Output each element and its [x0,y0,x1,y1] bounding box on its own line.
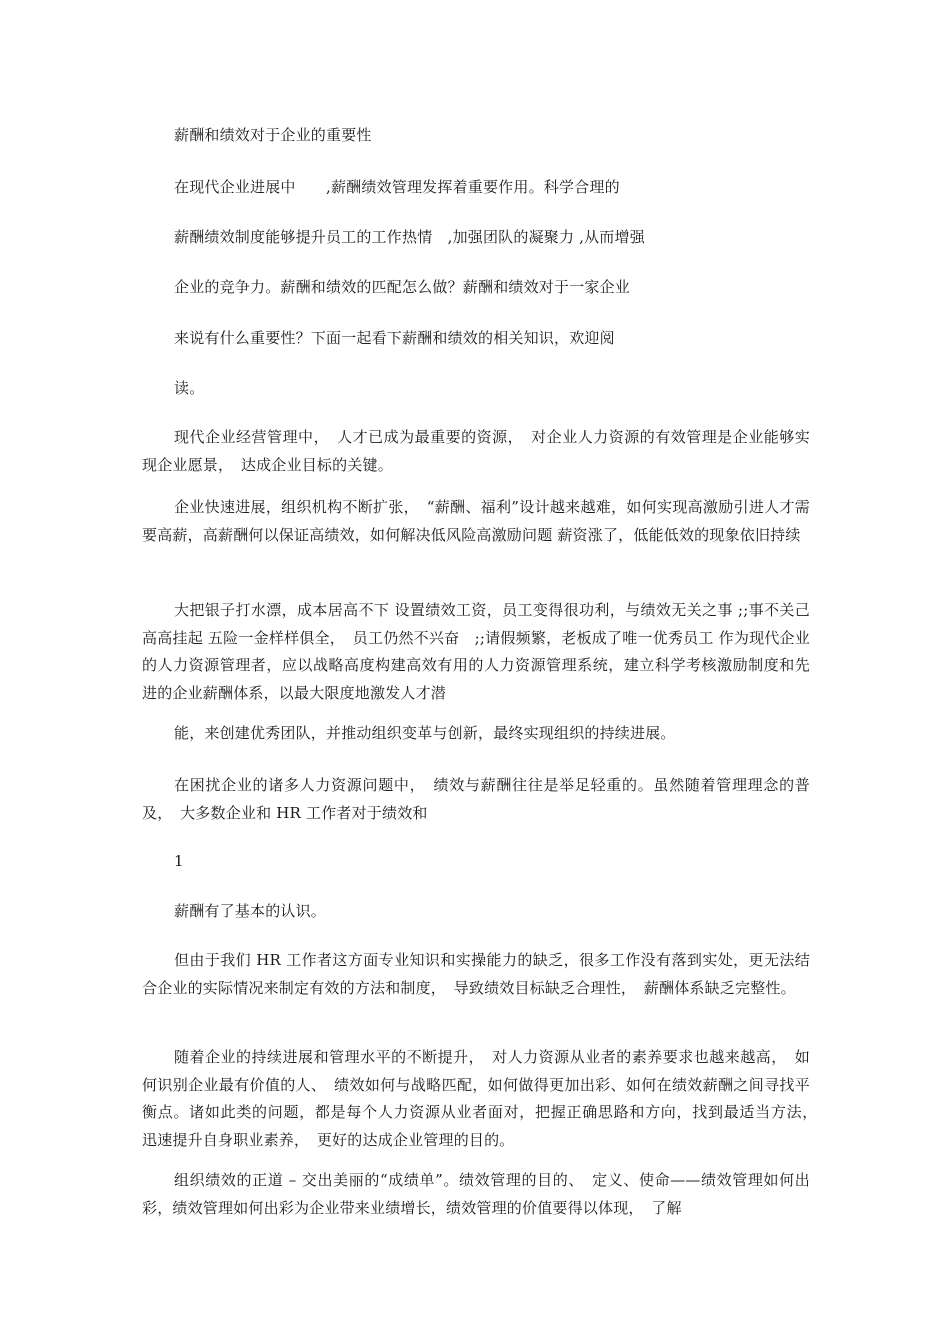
body-paragraph: 组织绩效的正道 – 交出美丽的“成绩单”。绩效管理的目的、 定义、使命——绩效管理如何出彩，绩效管理如何出彩为企业带来业绩增长，绩效管理的价值要得以体现， 了解 [142,1171,810,1217]
intro-line: 在现代企业进展中 ,薪酬绩效管理发挥着重要作用。科学合理的 [174,178,620,196]
intro-line: 来说有什么重要性？下面一起看下薪酬和绩效的相关知识，欢迎阅 [174,329,615,347]
intro-line: 薪酬绩效制度能够提升员工的工作热情 ,加强团队的凝聚力 ,从而增强 [174,228,645,246]
body-paragraph: 随着企业的持续进展和管理水平的不断提升， 对人力资源从业者的素养要求也越来越高， 如何识别企业最有价值的人、 绩效如何与战略匹配，如何做得更加出彩、如何在绩效薪酬之间寻找平衡点。诸如此类的问题，都是每个人力资源从业者面对，把握正确思路和方向，找到最适当方法， 迅速提升自身职业素养， 更好的达成企业管理的目的。 [142,1048,826,1149]
body-paragraph: 在困扰企业的诸多人力资源问题中， 绩效与薪酬往往是举足轻重的。虽然随着管理理念的普及， 大多数企业和 HR 工作者对于绩效和 [142,776,810,822]
body-paragraph: 企业快速进展，组织机构不断扩张， “薪酬、福利”设计越来越难，如何实现高激励引进人才需要高薪，高薪酬何以保证高绩效，如何解决低风险高激励问题 薪资涨了，低能低效的现象依旧持续 [142,498,810,544]
body-paragraph: 但由于我们 HR 工作者这方面专业知识和实操能力的缺乏，很多工作没有落到实处，更无法结合企业的实际情况来制定有效的方法和制度， 导致绩效目标缺乏合理性， 薪酬体系缺乏完整性。 [142,951,810,997]
intro-line: 企业的竞争力。薪酬和绩效的匹配怎么做？薪酬和绩效对于一家企业 [174,278,631,296]
body-paragraph: 能，来创建优秀团队，并推动组织变革与创新，最终实现组织的持续进展。 [174,724,676,742]
document-title: 薪酬和绩效对于企业的重要性 [174,126,372,144]
intro-line: 读。 [174,379,205,397]
continuation-line: 薪酬有了基本的认识。 [174,902,327,920]
page-number: 1 [174,852,184,870]
body-paragraph: 大把银子打水漂，成本居高不下 设置绩效工资，员工变得很功利，与绩效无关之事 ;;事不关己高高挂起 五险一金样样俱全， 员工仍然不兴奋 ;;请假频繁，老板成了唯一优秀员工 作为现代企业的人力资源管理者，应以战略高度构建高效有用的人力资源管理系统，建立科学考核激励制度和先进的企业薪酬体系，以最大限度地激发人才潜 [142,601,810,702]
body-paragraph: 现代企业经营管理中， 人才已成为最重要的资源， 对企业人力资源的有效管理是企业能够实现企业愿景， 达成企业目标的关键。 [142,428,810,474]
